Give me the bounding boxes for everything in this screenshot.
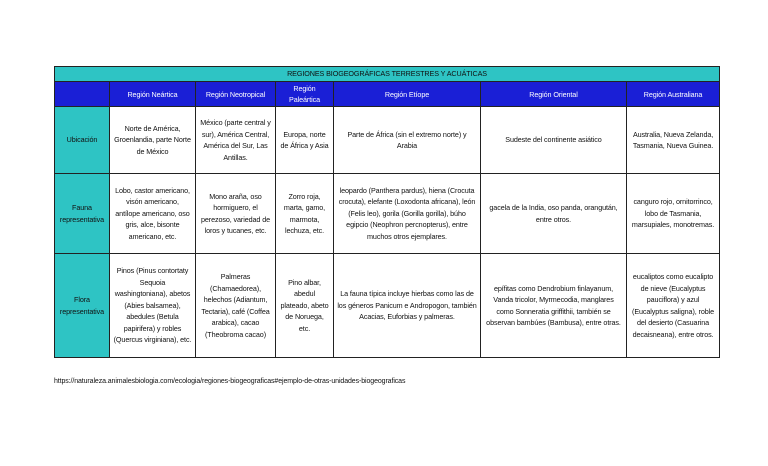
table-cell: Australia, Nueva Zelanda, Tasmania, Nueva Guinea. [627, 107, 720, 174]
table-cell: leopardo (Panthera pardus), hiena (Crocuta crocuta), elefante (Loxodonta africana), león (Felis leo), gorila (Gorilla gorilla), búho egipcio (Neophron percnopterus), entre muchos otros ejemplares. [334, 174, 481, 254]
header-palearctic: Región Paleártica [276, 82, 334, 107]
table-cell: eucaliptos como eucalipto de nieve (Eucalyptus pauciflora) y azul (Eucalyptus saligna), roble del desierto (Casuarina decaisneana), entre otros. [627, 254, 720, 358]
table-cell: gacela de la India, oso panda, orangután, entre otros. [481, 174, 627, 254]
header-nearctic: Región Neártica [110, 82, 196, 107]
header-neotropical: Región Neotropical [196, 82, 276, 107]
row-label-ubicacion: Ubicación [55, 107, 110, 174]
table-row [55, 174, 720, 254]
table-cell: Lobo, castor americano, visón americano, antílope americano, oso gris, alce, bisonte americano, etc. [110, 174, 196, 254]
table-cell: La fauna típica incluye hierbas como las de los géneros Panicum e Andropogon, también Acacias, Euforbias y palmeras. [334, 254, 481, 358]
table-cell: Pino albar, abedul plateado, abeto de Noruega, etc. [276, 254, 334, 358]
table-title: REGIONES BIOGEOGRÁFICAS TERRESTRES Y ACUÁTICAS [55, 67, 720, 82]
row-label-fauna: Fauna representativa [55, 174, 110, 254]
table-row [55, 254, 720, 358]
table-cell: Norte de América, Groenlandia, parte Norte de México [110, 107, 196, 174]
row-label-flora: Flora representativa [55, 254, 110, 358]
table-cell: Pinos (Pinus contortaty Sequoia washingtoniana), abetos (Abies balsamea), abedules (Betula papirifera) y robles (Quercus virginiana), etc. [110, 254, 196, 358]
table-cell: Europa, norte de África y Asia [276, 107, 334, 174]
header-ethiopian: Región Etíope [334, 82, 481, 107]
header-oriental: Región Oriental [481, 82, 627, 107]
table-cell: México (parte central y sur), América Central, América del Sur, Las Antillas. [196, 107, 276, 174]
biogeographic-regions-table [54, 66, 720, 358]
source-url: https://naturaleza.animalesbiologia.com/ecologia/regiones-biogeograficas#ejemplo-de-otras-unidades-biogeograficas [54, 378, 406, 385]
table-cell: Zorro roja, marta, gamo, marmota, lechuza, etc. [276, 174, 334, 254]
header-corner-cell [55, 82, 110, 107]
header-australian: Región Australiana [627, 82, 720, 107]
table-cell: epífitas como Dendrobium finlayanum, Vanda tricolor, Myrmecodia, manglares como Sonneratia griffithii, también se observan bambúes (Bambusa), entre otras. [481, 254, 627, 358]
table-cell: canguro rojo, ornitorrinco, lobo de Tasmania, marsupiales, monotremas. [627, 174, 720, 254]
table-cell: Palmeras (Chamaedorea), helechos (Adiantum, Tectaria), café (Coffea arabica), cacao (Theobroma cacao) [196, 254, 276, 358]
table-row [55, 107, 720, 174]
table-cell: Parte de África (sin el extremo norte) y Arabia [334, 107, 481, 174]
table-cell: Mono araña, oso hormiguero, el perezoso, variedad de loros y tucanes, etc. [196, 174, 276, 254]
table-cell: Sudeste del continente asiático [481, 107, 627, 174]
